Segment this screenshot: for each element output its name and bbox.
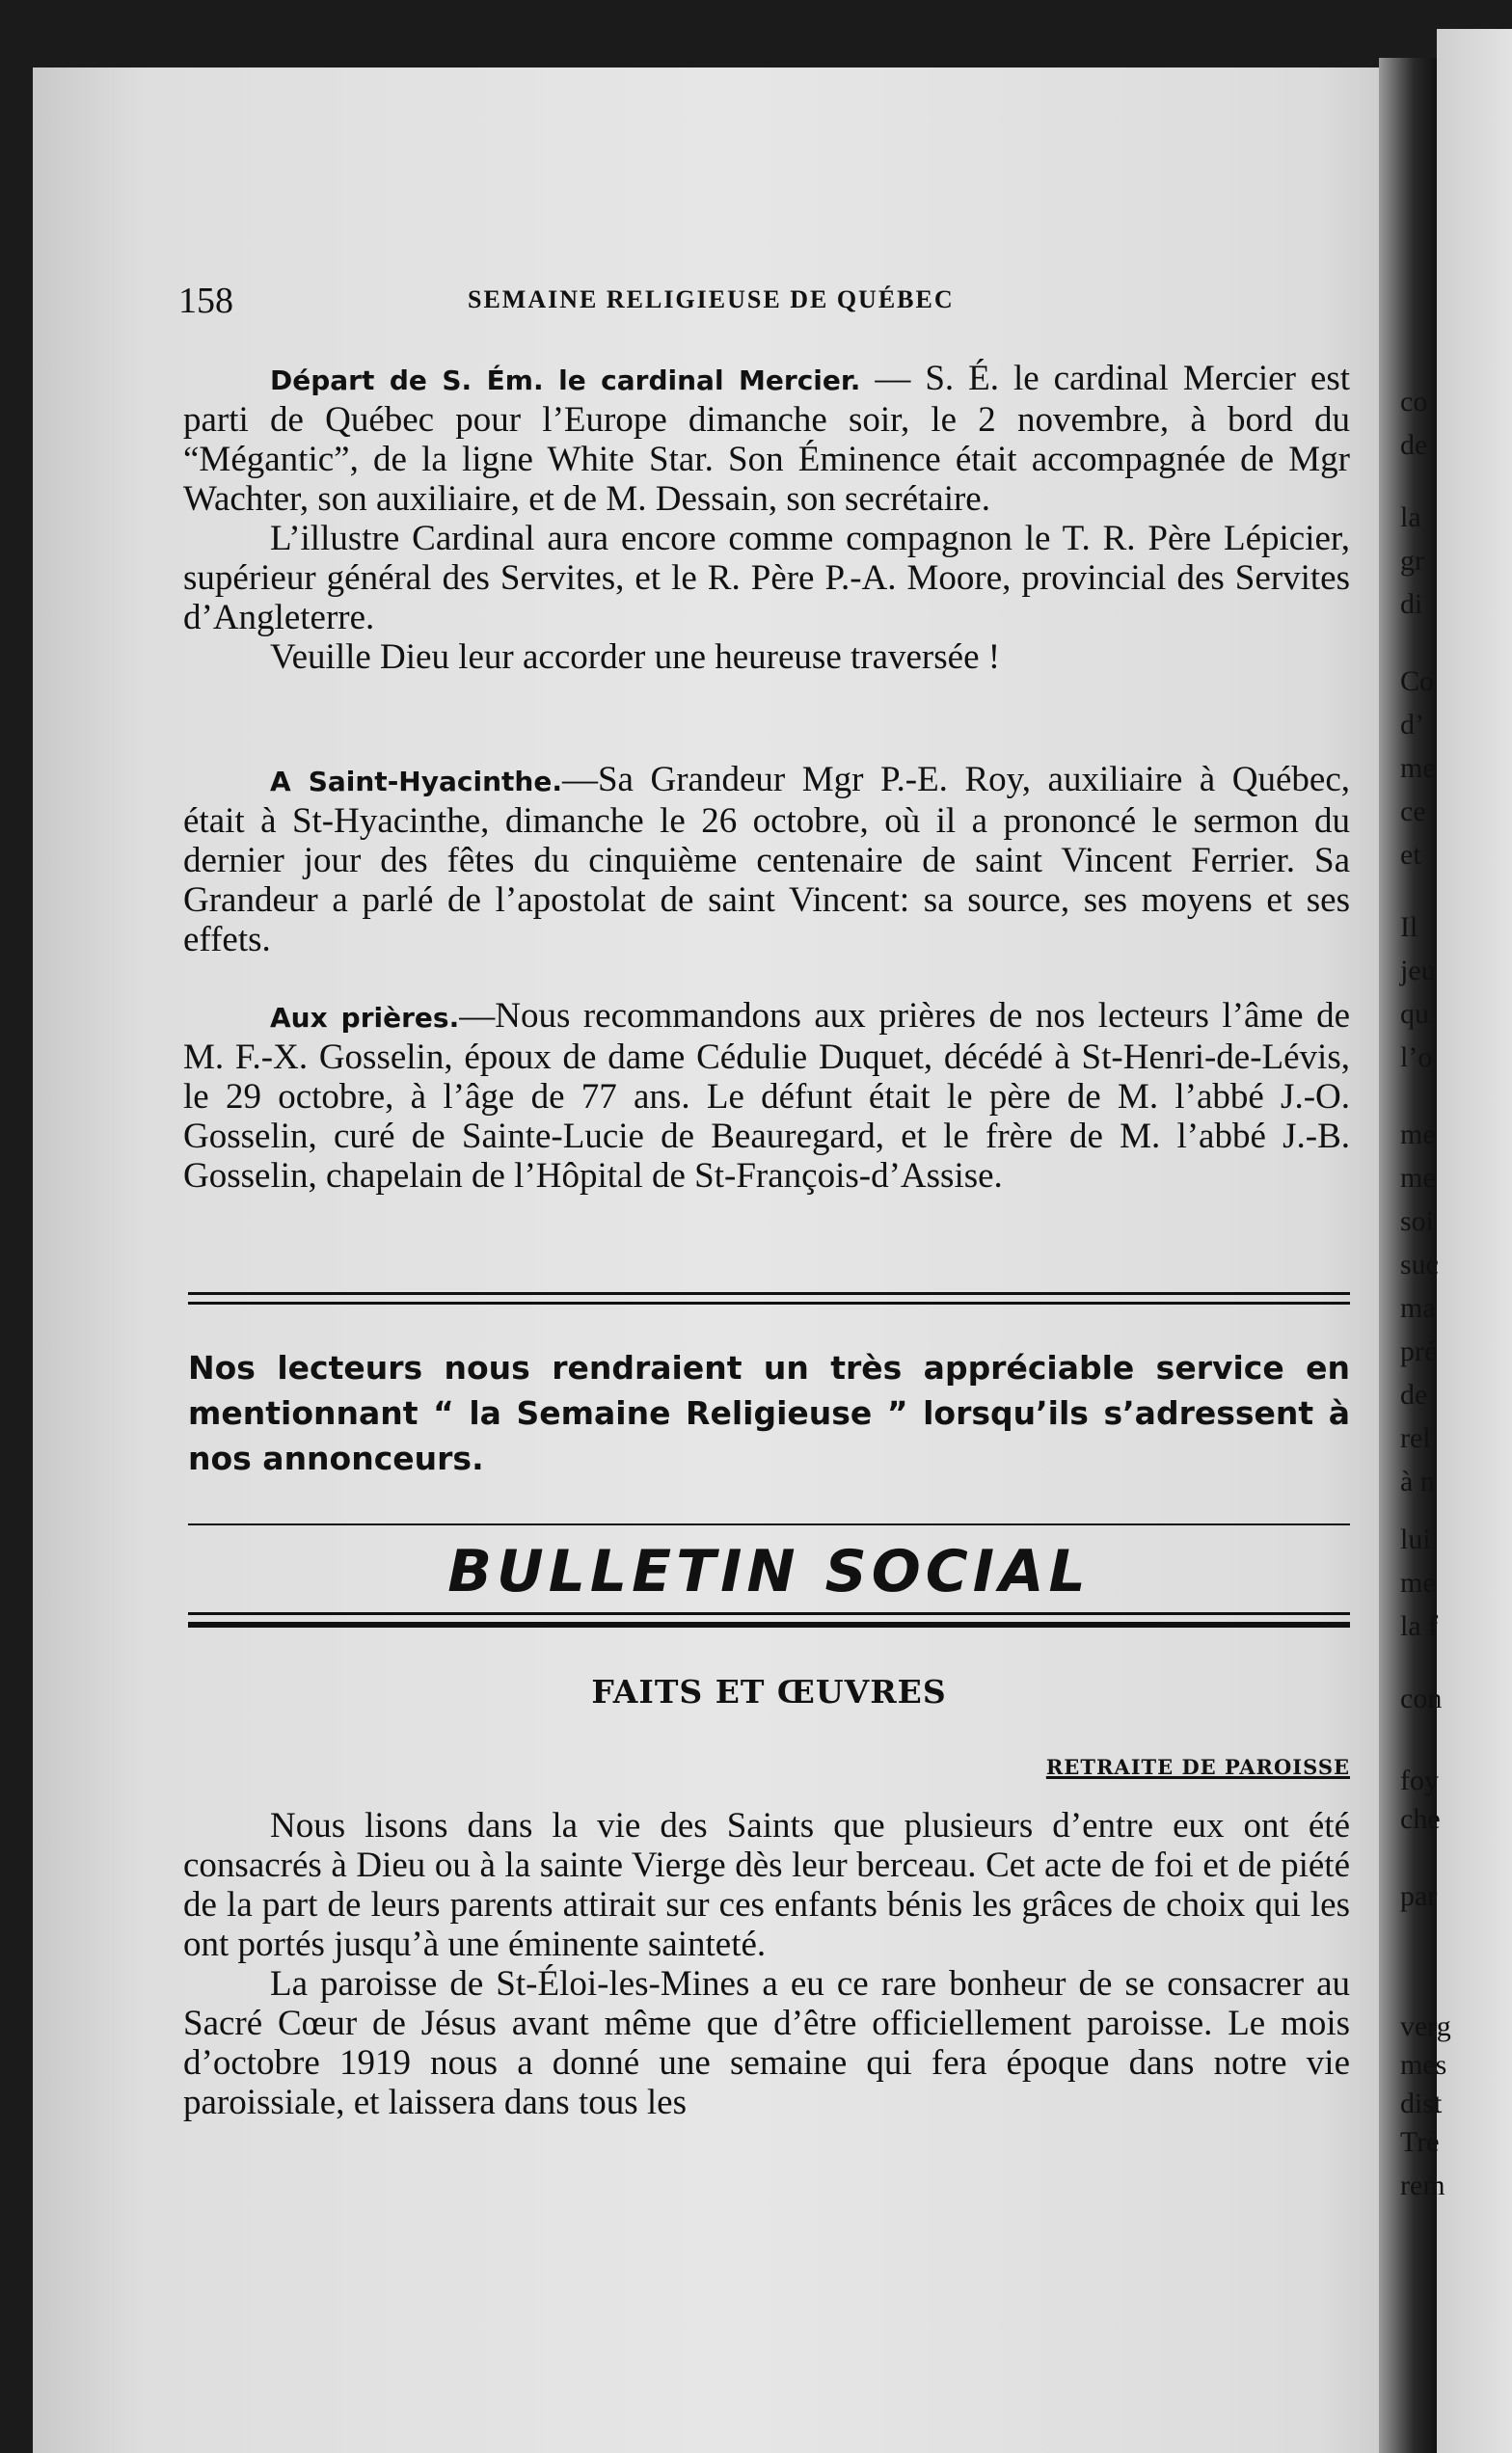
facing-page-fragment: d’	[1400, 709, 1424, 741]
bulletin-title: BULLETIN SOCIAL	[447, 1538, 1091, 1605]
facing-page-fragment: dist	[1400, 2088, 1443, 2119]
facing-page-fragment: pré	[1400, 1335, 1438, 1367]
item-prieres	[183, 996, 1350, 1196]
facing-page-fragment: Il	[1400, 911, 1418, 943]
retraite-article	[183, 1806, 1350, 2122]
page-header	[178, 280, 1355, 328]
facing-page-fragment: rem	[1400, 2170, 1445, 2201]
advertiser-notice: Nos lecteurs nous rendraient un très appréciable service en mentionnant “ la Semaine Religieuse ” lorsqu’ils s’adressent à nos annonceurs.	[188, 1349, 1350, 1477]
article-paragraph: La paroisse de St-Éloi-les-Mines a eu ce rare bonheur de se consacrer au Sacré Cœur de Jésus avant même que d’être officiellement paroisse. Le mois d’octobre 1919 nous a donné une semaine qui fera époque dans notre vie paroissiale, et laissera dans tous les	[183, 1964, 1350, 2122]
facing-page-fragment: mes	[1400, 2049, 1447, 2081]
item-lead: A Saint-Hyacinthe.	[270, 766, 562, 797]
bulletin-rule-bottom	[188, 1622, 1350, 1628]
facing-page-fragment: lui	[1400, 1523, 1431, 1555]
facing-page-fragment: me	[1400, 1567, 1436, 1599]
facing-page-fragment: me	[1400, 1162, 1436, 1194]
facing-page-fragment: à n	[1400, 1466, 1435, 1497]
item-paragraph: Veuille Dieu leur accorder une heureuse traversée !	[270, 637, 1001, 677]
double-rule-top	[188, 1292, 1350, 1295]
facing-page-fragment: di	[1400, 588, 1423, 620]
item-text: —Sa Grandeur Mgr P.-E. Roy, auxiliaire à Québec, était à St-Hyacinthe, dimanche le 26 octobre, où il a prononcé le sermon du dernier jour des fêtes du cinquième centenaire de saint Vincent Ferrier. Sa Grandeur a parlé de l’apostolat de saint Vincent: sa source, ses moyens et ses effets.	[183, 760, 1350, 959]
item-mercier	[183, 359, 1350, 677]
item-paragraph: L’illustre Cardinal aura encore comme compagnon le T. R. Père Lépicier, supérieur général des Servites, et le R. Père P.-A. Moore, provincial des Servites d’Angleterre.	[183, 519, 1350, 637]
facing-page-fragment: soi	[1400, 1205, 1435, 1237]
facing-page-fragment: ma	[1400, 1292, 1436, 1324]
item-lead: Aux prières.	[270, 1002, 460, 1034]
subsection-title: RETRAITE DE PAROISSE	[1045, 1755, 1350, 1779]
running-title: SEMAINE RELIGIEUSE DE QUÉBEC	[468, 285, 955, 313]
facing-page-fragment: ce	[1400, 795, 1426, 827]
facing-page-fragment: rel	[1400, 1422, 1431, 1454]
item-lead: Départ de S. Ém. le cardinal Mercier.	[270, 364, 861, 396]
bulletin-rule-mid	[188, 1612, 1350, 1615]
facing-page-fragment: et	[1400, 839, 1421, 871]
facing-page-fragment: con	[1400, 1683, 1443, 1714]
facing-page-fragment: gr	[1400, 545, 1424, 577]
page-number: 158	[178, 281, 233, 321]
facing-page	[1400, 29, 1512, 2453]
facing-page-fragment: jeu	[1400, 955, 1436, 986]
facing-page-fragment: de	[1400, 1379, 1428, 1411]
facing-page-fragment: che	[1400, 1803, 1441, 1835]
item-text: —Nous recommandons aux prières de nos lecteurs l’âme de M. F.-X. Gosselin, époux de dame Cédulie Duquet, décédé à St-Henri-de-Lévis, le 29 octobre, à l’âge de 77 ans. Le défunt était le père de M. l’abbé J.-O. Gosselin, curé de Sainte-Lucie de Beauregard, et le frère de M. l’abbé J.-B. Gosselin, chapelain de l’Hôpital de St-François-d’Assise.	[183, 996, 1351, 1196]
facing-page-fragment: me	[1400, 1119, 1436, 1150]
facing-page-fragment: qu	[1400, 998, 1429, 1030]
article-paragraph: Nous lisons dans la vie des Saints que plusieurs d’entre eux ont été consacrés à Dieu ou à la sainte Vierge dès leur berceau. Cet acte de foi et de piété de la part de leurs parents attirait sur ces enfants bénis les grâces de choix qui les ont portés jusqu’à une éminente sainteté.	[183, 1806, 1350, 1964]
facing-page-fragment: Co	[1400, 665, 1435, 697]
facing-page-fragment: suc	[1400, 1249, 1439, 1280]
facing-page-fragment: l’o	[1400, 1041, 1433, 1073]
facing-page-fragment: Trè	[1400, 2126, 1440, 2158]
section-title: FAITS ET ŒUVRES	[591, 1673, 947, 1711]
item-hyacinthe	[183, 760, 1350, 959]
facing-page-fragment: de	[1400, 429, 1428, 461]
facing-page-fragment: la	[1400, 501, 1421, 533]
facing-page-fragment: foy	[1400, 1765, 1439, 1796]
bulletin-rule-top	[188, 1523, 1350, 1525]
facing-page-fragment: verg	[1400, 2010, 1451, 2042]
facing-page-fragment: la f	[1400, 1610, 1439, 1642]
facing-page-fragment: co	[1400, 386, 1428, 418]
double-rule-bottom	[188, 1302, 1350, 1305]
facing-page-fragment: par	[1400, 1880, 1438, 1912]
item-text: — S. É. le cardinal Mercier est parti de Québec pour l’Europe dimanche soir, le 2 novembre, à bord du “Mégantic”, de la ligne White Star. Son Éminence était accompagnée de Mgr Wachter, son auxiliaire, et de M. Dessain, son secrétaire.	[183, 359, 1351, 519]
facing-page-fragment: me	[1400, 752, 1436, 784]
